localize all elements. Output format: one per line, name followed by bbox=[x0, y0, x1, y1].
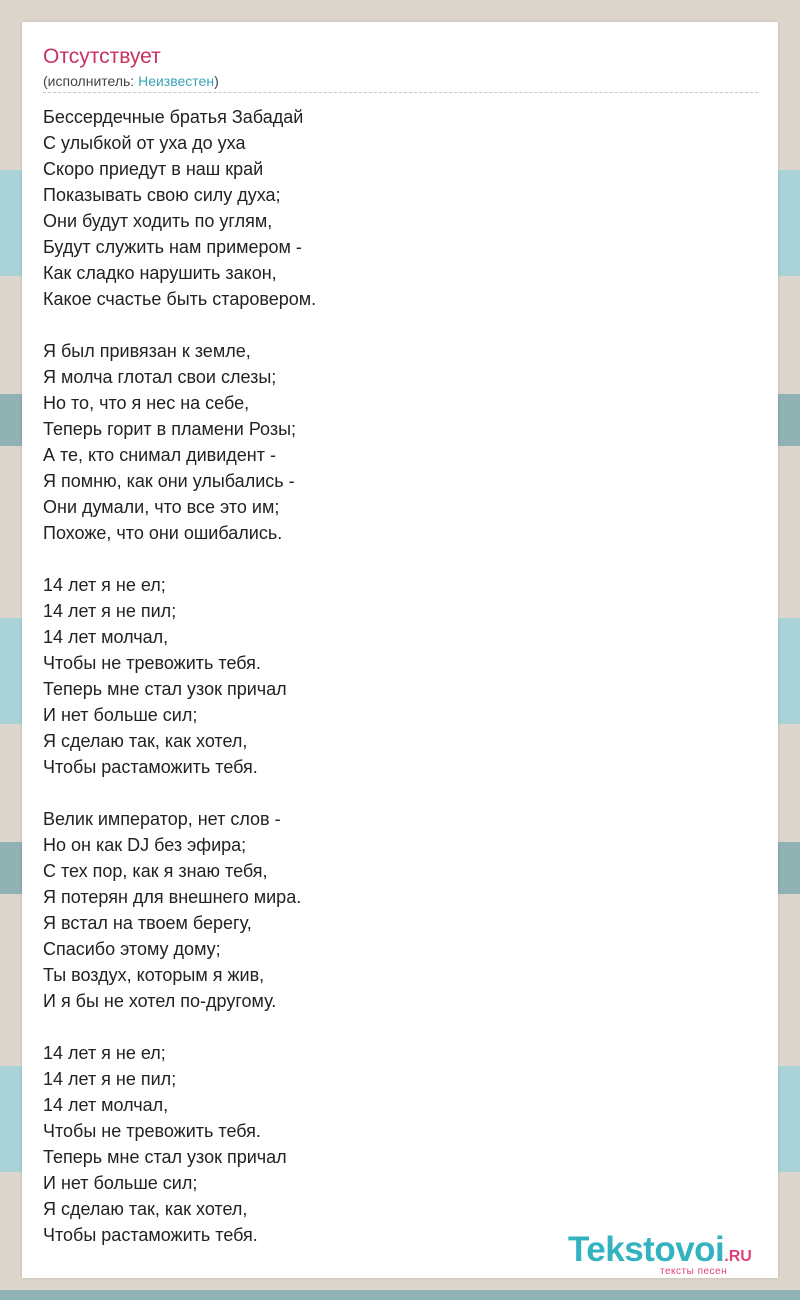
lyric-line: Я сделаю так, как хотел, bbox=[43, 731, 248, 751]
lyric-line: Я был привязан к земле, bbox=[43, 341, 251, 361]
site-logo[interactable] bbox=[568, 1232, 778, 1276]
lyric-line: 14 лет я не ел; bbox=[43, 1043, 166, 1063]
lyric-line: Я потерян для внешнего мира. bbox=[43, 887, 302, 907]
lyric-line: А те, кто снимал дивидент - bbox=[43, 445, 276, 465]
lyric-line: Ты воздух, которым я жив, bbox=[43, 965, 265, 985]
lyric-line: И нет больше сил; bbox=[43, 705, 198, 725]
lyric-line: Теперь мне стал узок причал bbox=[43, 1147, 287, 1167]
lyric-line: Они думали, что все это им; bbox=[43, 497, 280, 517]
logo-name: Tekstovoi bbox=[568, 1230, 725, 1269]
lyric-line: Теперь мне стал узок причал bbox=[43, 679, 287, 699]
lyric-line: 14 лет молчал, bbox=[43, 1095, 169, 1115]
lyric-line: И я бы не хотел по-другому. bbox=[43, 991, 277, 1011]
stanza bbox=[43, 572, 743, 780]
lyric-line: Но он как DJ без эфира; bbox=[43, 835, 247, 855]
lyric-line: Будут служить нам примером - bbox=[43, 237, 302, 257]
lyric-line: 14 лет я не ел; bbox=[43, 575, 166, 595]
lyric-line: Я молча глотал свои слезы; bbox=[43, 367, 277, 387]
lyric-line: Я встал на твоем берегу, bbox=[43, 913, 252, 933]
lyric-line: Теперь горит в пламени Розы; bbox=[43, 419, 297, 439]
lyric-line: С тех пор, как я знаю тебя, bbox=[43, 861, 268, 881]
lyric-line: Чтобы растаможить тебя. bbox=[43, 1225, 258, 1245]
artist-suffix: ) bbox=[214, 73, 219, 89]
lyric-line: Чтобы не тревожить тебя. bbox=[43, 653, 261, 673]
lyric-line: Они будут ходить по углям, bbox=[43, 211, 273, 231]
lyric-line: Бессердечные братья Забадай bbox=[43, 107, 304, 127]
lyric-line: Я помню, как они улыбались - bbox=[43, 471, 295, 491]
lyric-line: Чтобы не тревожить тебя. bbox=[43, 1121, 261, 1141]
stanza bbox=[43, 1040, 743, 1248]
stanza bbox=[43, 806, 743, 1014]
lyric-line: Какое счастье быть старовером. bbox=[43, 289, 317, 309]
lyric-line: Показывать свою силу духа; bbox=[43, 185, 281, 205]
lyric-line: Велик император, нет слов - bbox=[43, 809, 281, 829]
lyric-line: Похоже, что они ошибались. bbox=[43, 523, 283, 543]
lyric-line: Как сладко нарушить закон, bbox=[43, 263, 277, 283]
lyric-line: Я сделаю так, как хотел, bbox=[43, 1199, 248, 1219]
stanza bbox=[43, 338, 743, 546]
artist-link[interactable]: Неизвестен bbox=[138, 73, 215, 89]
logo-tld: .RU bbox=[724, 1248, 752, 1265]
stanza bbox=[43, 104, 743, 312]
lyrics-text bbox=[43, 104, 743, 1274]
title-divider bbox=[43, 92, 758, 93]
song-title: Отсутствует bbox=[43, 45, 161, 68]
lyric-line: С улыбкой от уха до уха bbox=[43, 133, 246, 153]
artist-prefix: (исполнитель: bbox=[43, 73, 139, 89]
lyric-line: 14 лет я не пил; bbox=[43, 601, 177, 621]
artist-line bbox=[43, 72, 219, 90]
logo-tagline: тексты песен bbox=[660, 1266, 728, 1277]
lyric-line: Чтобы растаможить тебя. bbox=[43, 757, 258, 777]
lyric-line: Спасибо этому дому; bbox=[43, 939, 221, 959]
lyric-line: Но то, что я нес на себе, bbox=[43, 393, 250, 413]
lyric-line: И нет больше сил; bbox=[43, 1173, 198, 1193]
lyrics-card bbox=[22, 22, 778, 1278]
lyric-line: 14 лет молчал, bbox=[43, 627, 169, 647]
lyric-line: 14 лет я не пил; bbox=[43, 1069, 177, 1089]
lyric-line: Скоро приедут в наш край bbox=[43, 159, 264, 179]
